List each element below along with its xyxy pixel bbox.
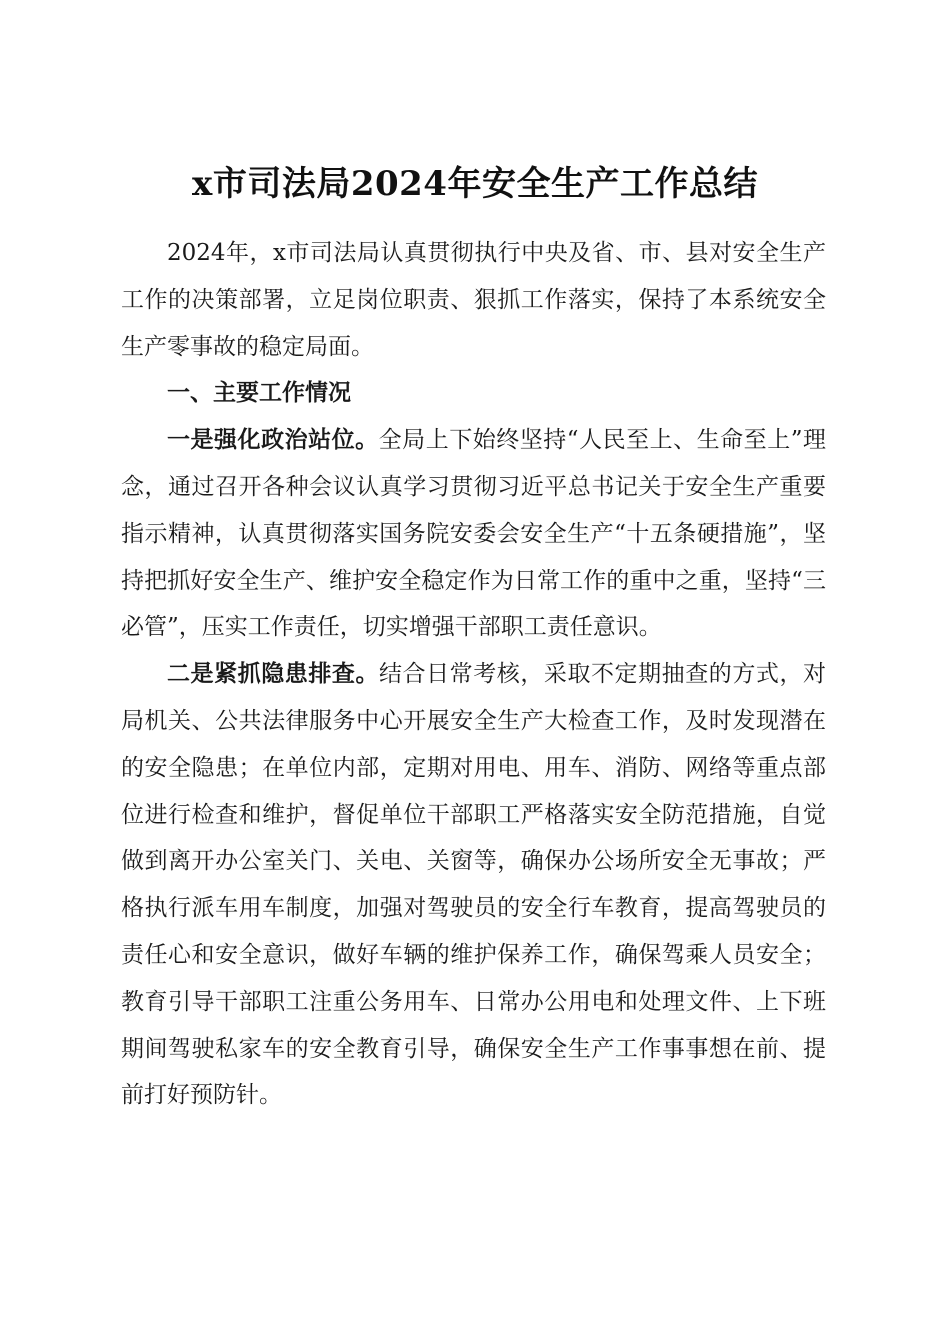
section-heading-main-work: 一、主要工作情况 <box>167 380 351 407</box>
item-lead-political-stance: 一是强化政治站位。 <box>167 427 379 454</box>
item-paragraph-political-stance <box>121 417 826 651</box>
item-lead-hazard-check: 二是紧抓隐患排查。 <box>167 661 379 688</box>
document-title: x市司法局2024年安全生产工作总结 <box>192 163 758 204</box>
document-body <box>121 230 826 1119</box>
item-text-political-stance: 全局上下始终坚持“人民至上、生命至上”理念，通过召开各种会议认真学习贯彻习近平总书记关于安全生产重要指示精神，认真贯彻落实国务院安委会安全生产“十五条硬措施”，坚持把抓好安全生产、维护安全稳定作为日常工作的重中之重，坚持“三必管”，压实工作责任，切实增强干部职工责任意识。 <box>121 427 826 641</box>
item-text-hazard-check: 结合日常考核，采取不定期抽查的方式，对局机关、公共法律服务中心开展安全生产大检查工作，及时发现潜在的安全隐患；在单位内部，定期对用电、用车、消防、网络等重点部位进行检查和维护，督促单位干部职工严格落实安全防范措施，自觉做到离开办公室关门、关电、关窗等，确保办公场所安全无事故；严格执行派车用车制度，加强对驾驶员的安全行车教育，提高驾驶员的责任心和安全意识，做好车辆的维护保养工作，确保驾乘人员安全；教育引导干部职工注重公务用车、日常办公用电和处理文件、上下班期间驾驶私家车的安全教育引导，确保安全生产工作事事想在前、提前打好预防针。 <box>121 661 827 1109</box>
item-paragraph-hazard-check <box>121 651 826 1119</box>
intro-paragraph: 2024年，x市司法局认真贯彻执行中央及省、市、县对安全生产工作的决策部署，立足岗位职责、狠抓工作落实，保持了本系统安全生产零事故的稳定局面。 <box>121 240 826 360</box>
